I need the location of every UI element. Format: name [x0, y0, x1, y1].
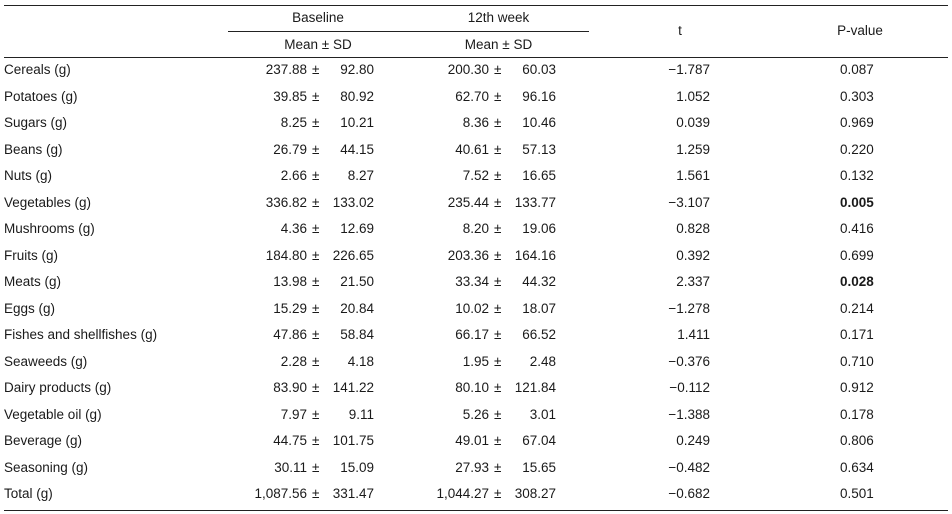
t-value: 1.561 [676, 168, 710, 183]
week12-sd: 60.03 [522, 62, 556, 77]
baseline-pm: ± [312, 380, 320, 395]
week12-pm: ± [494, 248, 502, 263]
week12-mean: 10.02 [455, 301, 489, 316]
week12-mean: 200.30 [447, 62, 489, 77]
p-value: 0.005 [840, 195, 874, 210]
week12-pm: ± [494, 354, 502, 369]
week12-sd: 16.65 [522, 168, 556, 183]
p-value: 0.214 [840, 301, 874, 316]
p-value: 0.912 [840, 380, 874, 395]
p-value: 0.087 [840, 62, 874, 77]
week12-mean: 40.61 [455, 142, 489, 157]
p-value: 0.132 [840, 168, 874, 183]
week12-mean: 5.26 [462, 407, 489, 422]
p-value: 0.178 [840, 407, 874, 422]
t-value: 1.411 [677, 327, 710, 342]
baseline-mean: 44.75 [273, 433, 307, 448]
baseline-pm: ± [312, 248, 320, 263]
p-value: 0.806 [840, 433, 874, 448]
baseline-mean: 15.29 [273, 301, 307, 316]
row-label: Seaweeds (g) [4, 354, 88, 369]
baseline-mean: 1,087.56 [254, 486, 307, 501]
week12-mean: 62.70 [455, 89, 489, 104]
week12-sd: 121.84 [514, 380, 556, 395]
row-label: Sugars (g) [4, 115, 68, 130]
week12-pm: ± [494, 433, 502, 448]
baseline-sd: 226.65 [332, 248, 374, 263]
row-label: Meats (g) [4, 274, 62, 289]
baseline-sd: 44.15 [340, 142, 374, 157]
header-mean-sd-baseline: Mean ± SD [284, 37, 352, 52]
baseline-mean: 39.85 [273, 89, 307, 104]
baseline-mean: 47.86 [273, 327, 307, 342]
week12-pm: ± [494, 301, 502, 316]
baseline-pm: ± [312, 62, 320, 77]
baseline-pm: ± [312, 460, 320, 475]
week12-mean: 8.20 [462, 221, 489, 236]
baseline-pm: ± [312, 142, 320, 157]
week12-mean: 66.17 [455, 327, 489, 342]
p-value: 0.969 [840, 115, 874, 130]
week12-sd: 44.32 [522, 274, 556, 289]
t-value: −0.376 [668, 354, 710, 369]
baseline-pm: ± [312, 433, 320, 448]
row-label: Beans (g) [4, 142, 63, 157]
week12-mean: 7.52 [462, 168, 489, 183]
week12-sd: 57.13 [522, 142, 556, 157]
row-label: Dairy products (g) [4, 380, 112, 395]
baseline-mean: 336.82 [265, 195, 307, 210]
week12-mean: 33.34 [455, 274, 489, 289]
t-value: −1.787 [668, 62, 710, 77]
week12-sd: 96.16 [522, 89, 556, 104]
t-value: 0.249 [676, 433, 710, 448]
week12-pm: ± [494, 195, 502, 210]
baseline-pm: ± [312, 221, 320, 236]
row-label: Cereals (g) [4, 62, 71, 77]
t-value: 0.039 [676, 115, 710, 130]
t-value: −1.278 [668, 301, 710, 316]
week12-sd: 3.01 [529, 407, 556, 422]
baseline-pm: ± [312, 89, 320, 104]
baseline-sd: 10.21 [340, 115, 374, 130]
row-label: Mushrooms (g) [4, 221, 95, 236]
t-value: 2.337 [676, 274, 710, 289]
baseline-sd: 133.02 [332, 195, 374, 210]
week12-sd: 67.04 [522, 433, 556, 448]
week12-pm: ± [494, 486, 502, 501]
baseline-mean: 7.97 [280, 407, 307, 422]
baseline-pm: ± [312, 486, 320, 501]
baseline-mean: 13.98 [273, 274, 307, 289]
row-label: Fruits (g) [4, 248, 58, 263]
baseline-pm: ± [312, 168, 320, 183]
week12-pm: ± [494, 274, 502, 289]
t-value: 0.828 [676, 221, 710, 236]
baseline-mean: 4.36 [280, 221, 307, 236]
t-value: 0.392 [676, 248, 710, 263]
week12-pm: ± [494, 460, 502, 475]
week12-pm: ± [494, 327, 502, 342]
bottom-rule [4, 510, 948, 511]
row-label: Vegetables (g) [4, 195, 92, 210]
week12-pm: ± [494, 221, 502, 236]
baseline-mean: 26.79 [273, 142, 307, 157]
row-label: Vegetable oil (g) [4, 407, 102, 422]
week12-sd: 18.07 [522, 301, 556, 316]
baseline-mean: 184.80 [265, 248, 307, 263]
baseline-mean: 8.25 [280, 115, 307, 130]
week12-pm: ± [494, 380, 502, 395]
baseline-mean: 83.90 [273, 380, 307, 395]
baseline-mean: 2.28 [280, 354, 307, 369]
week12-sd: 164.16 [514, 248, 556, 263]
baseline-sd: 4.18 [347, 354, 374, 369]
t-value: −3.107 [668, 195, 710, 210]
week12-mean: 49.01 [455, 433, 489, 448]
row-label: Beverage (g) [4, 433, 83, 448]
header-bottom-rule [4, 57, 948, 58]
baseline-sd: 9.11 [348, 407, 374, 422]
week12-mean: 1,044.27 [436, 486, 489, 501]
row-label: Potatoes (g) [4, 89, 78, 104]
p-value: 0.501 [840, 486, 874, 501]
header-pvalue: P-value [837, 23, 883, 38]
header-baseline: Baseline [292, 10, 344, 25]
p-value: 0.634 [840, 460, 874, 475]
baseline-sd: 92.80 [340, 62, 374, 77]
week12-mean: 1.95 [462, 354, 489, 369]
p-value: 0.699 [840, 248, 874, 263]
baseline-pm: ± [312, 354, 320, 369]
row-label: Total (g) [4, 486, 53, 501]
p-value: 0.416 [840, 221, 874, 236]
baseline-mean: 2.66 [280, 168, 307, 183]
p-value: 0.028 [840, 274, 874, 289]
week12-sd: 133.77 [514, 195, 556, 210]
baseline-sd: 15.09 [340, 460, 374, 475]
header-mean-sd-week12: Mean ± SD [464, 37, 533, 52]
baseline-sd: 21.50 [340, 274, 374, 289]
baseline-pm: ± [312, 195, 320, 210]
week12-pm: ± [494, 168, 502, 183]
baseline-sd: 141.22 [332, 380, 374, 395]
baseline-pm: ± [312, 407, 320, 422]
t-value: −1.388 [668, 407, 710, 422]
row-label: Seasoning (g) [4, 460, 89, 475]
baseline-sd: 80.92 [340, 89, 374, 104]
group-rule [228, 31, 589, 32]
t-value: −0.682 [668, 486, 710, 501]
baseline-sd: 331.47 [332, 486, 374, 501]
week12-pm: ± [494, 89, 502, 104]
row-label: Fishes and shellfishes (g) [4, 327, 158, 342]
t-value: 1.052 [676, 89, 710, 104]
header-t: t [678, 23, 682, 38]
week12-pm: ± [494, 407, 502, 422]
week12-mean: 8.36 [462, 115, 489, 130]
baseline-pm: ± [312, 115, 320, 130]
baseline-sd: 12.69 [340, 221, 374, 236]
p-value: 0.171 [840, 327, 874, 342]
baseline-mean: 30.11 [274, 460, 307, 475]
week12-mean: 203.36 [447, 248, 489, 263]
week12-sd: 308.27 [514, 486, 556, 501]
week12-sd: 19.06 [522, 221, 556, 236]
week12-sd: 66.52 [522, 327, 556, 342]
p-value: 0.220 [840, 142, 874, 157]
t-value: −0.112 [669, 380, 710, 395]
week12-mean: 80.10 [455, 380, 489, 395]
week12-pm: ± [494, 142, 502, 157]
week12-pm: ± [494, 62, 502, 77]
baseline-sd: 20.84 [340, 301, 374, 316]
top-rule [4, 5, 948, 6]
baseline-mean: 237.88 [265, 62, 307, 77]
t-value: −0.482 [668, 460, 710, 475]
p-value: 0.710 [840, 354, 874, 369]
week12-mean: 27.93 [455, 460, 489, 475]
baseline-sd: 101.75 [332, 433, 374, 448]
week12-mean: 235.44 [447, 195, 489, 210]
p-value: 0.303 [840, 89, 874, 104]
baseline-pm: ± [312, 274, 320, 289]
week12-sd: 10.46 [522, 115, 556, 130]
baseline-sd: 8.27 [347, 168, 374, 183]
baseline-sd: 58.84 [340, 327, 374, 342]
week12-sd: 2.48 [529, 354, 556, 369]
week12-sd: 15.65 [522, 460, 556, 475]
row-label: Eggs (g) [4, 301, 56, 316]
baseline-pm: ± [312, 327, 320, 342]
week12-pm: ± [494, 115, 502, 130]
row-label: Nuts (g) [4, 168, 53, 183]
baseline-pm: ± [312, 301, 320, 316]
t-value: 1.259 [676, 142, 710, 157]
header-week12: 12th week [467, 10, 530, 25]
